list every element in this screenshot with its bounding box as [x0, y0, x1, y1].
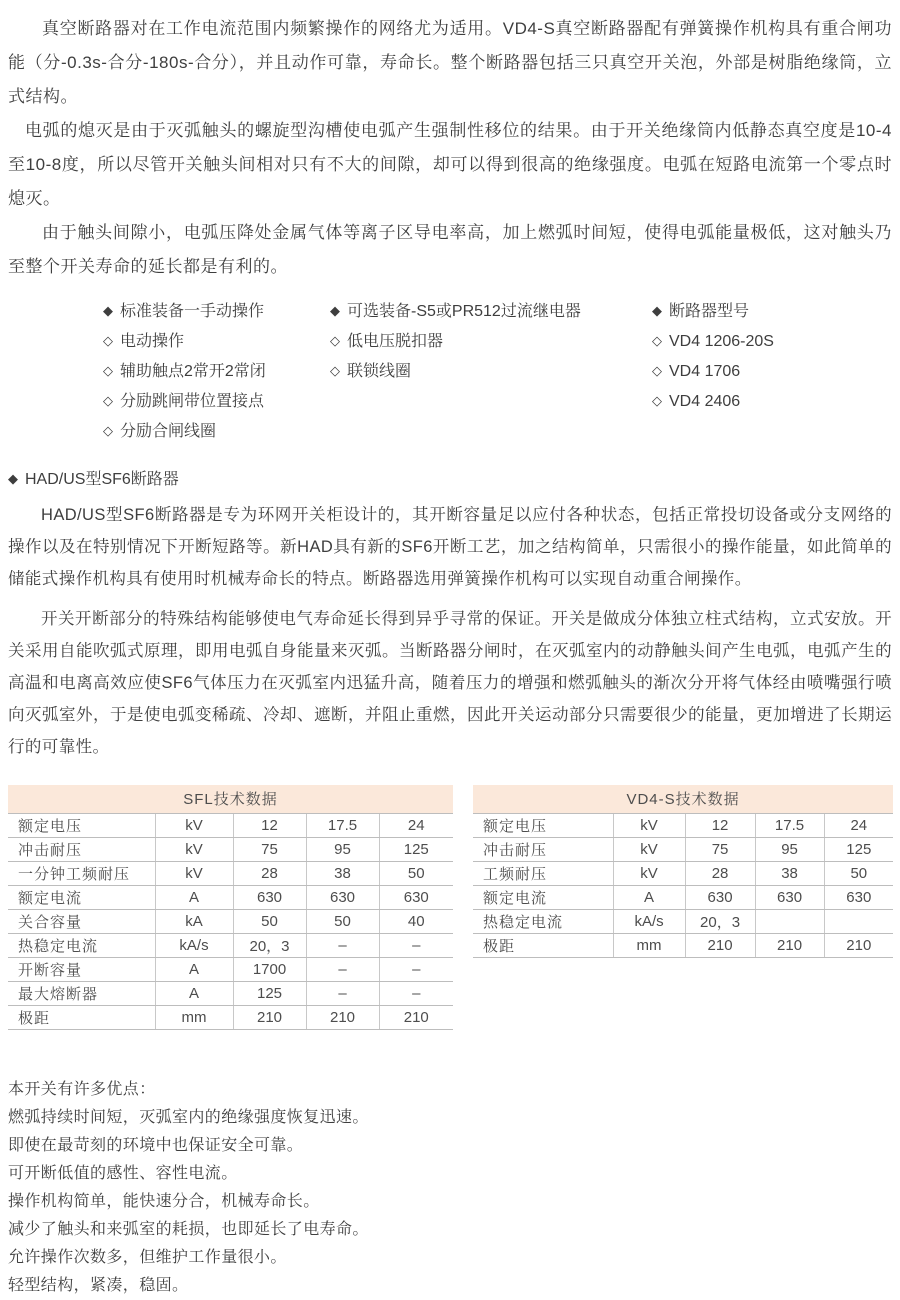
- spec-unit: kA: [155, 909, 233, 933]
- paragraph-arc-extinguish: 电弧的熄灭是由于灭弧触头的螺旋型沟槽使电弧产生强制性移位的结果。由于开关绝缘筒内低静态真空度是10-4至10-8度，所以尽管开关触头间相对只有不大的间隙，却可以得到很高的绝缘强度。电弧在短路电流第一个零点时熄灭。: [8, 121, 892, 208]
- spec-label: 额定电流: [8, 885, 155, 909]
- table-row: [8, 933, 453, 957]
- list-item: 燃弧持续时间短，灭弧室内的绝缘强度恢复迅速。: [8, 1108, 369, 1126]
- spec-value: 38: [306, 861, 379, 885]
- spec-value: [755, 909, 824, 933]
- list-item: 即使在最苛刻的环境中也保证安全可靠。: [8, 1136, 304, 1154]
- spec-value: 630: [755, 885, 824, 909]
- paragraph-sf6-design: HAD/US型SF6断路器是专为环网开关柜设计的，其开断容量足以应付各种状态，包括正常投切设备或分支网络的操作以及在特别情况下开断短路等。新HAD具有新的SF6开断工艺，加之结构简单，只需很小的操作能量，如此简单的储能式操作机构具有使用时机械寿命长的特点。断路器选用弹簧操作机构可以实现自动重合闸操作。: [8, 506, 892, 588]
- table-row: [473, 909, 893, 933]
- list-header: [330, 296, 581, 326]
- diamond-hollow-icon: ◇: [103, 333, 113, 348]
- spec-value: 630: [685, 885, 755, 909]
- spec-value: 12: [233, 813, 306, 837]
- spec-label: 热稳定电流: [473, 909, 613, 933]
- diamond-hollow-icon: ◇: [103, 423, 113, 438]
- spec-value: 210: [824, 933, 893, 957]
- spec-label: 开断容量: [8, 957, 155, 981]
- list-item-label: 辅助触点2常开2常闭: [120, 363, 266, 380]
- table-header-row: [473, 785, 893, 813]
- diamond-hollow-icon: ◇: [652, 363, 662, 378]
- table-row: [473, 885, 893, 909]
- equipment-lists: [8, 296, 892, 444]
- spec-value: [824, 909, 893, 933]
- spec-value: 210: [755, 933, 824, 957]
- spec-unit: mm: [613, 933, 685, 957]
- spec-label: 额定电流: [473, 885, 613, 909]
- list-header-label: 标准装备一手动操作: [120, 303, 265, 320]
- spec-value: 50: [824, 861, 893, 885]
- table-row: [473, 837, 893, 861]
- intro-section: [8, 12, 892, 284]
- table-row: [8, 1005, 453, 1029]
- spec-value: 75: [685, 837, 755, 861]
- spec-label: 冲击耐压: [8, 837, 155, 861]
- list-item-label: 低电压脱扣器: [347, 333, 444, 350]
- spec-value: 630: [379, 885, 453, 909]
- spec-value: 17.5: [306, 813, 379, 837]
- spec-value: 630: [233, 885, 306, 909]
- diamond-hollow-icon: ◇: [652, 393, 662, 408]
- table-row: [8, 861, 453, 885]
- diamond-hollow-icon: ◇: [330, 363, 340, 378]
- list-item: [103, 356, 266, 386]
- spec-unit: A: [155, 957, 233, 981]
- spec-value: –: [306, 981, 379, 1005]
- table-row: [473, 861, 893, 885]
- equipment-column-models: [652, 296, 774, 416]
- spec-label: 冲击耐压: [473, 837, 613, 861]
- spec-value: 17.5: [755, 813, 824, 837]
- spec-value: 95: [755, 837, 824, 861]
- list-header: [652, 296, 774, 326]
- spec-value: –: [379, 933, 453, 957]
- list-item: 操作机构简单，能快速分合，机械寿命长。: [8, 1192, 320, 1210]
- advantages-title: 本开关有许多优点：: [8, 1080, 156, 1098]
- spec-unit: kA/s: [155, 933, 233, 957]
- section-heading-label: HAD/US型SF6断路器: [25, 471, 179, 488]
- spec-value: –: [379, 957, 453, 981]
- list-item-label: 分励合闸线圈: [120, 423, 217, 440]
- spec-value: 50: [306, 909, 379, 933]
- diamond-hollow-icon: ◇: [103, 393, 113, 408]
- spec-unit: kV: [155, 813, 233, 837]
- spec-label: 热稳定电流: [8, 933, 155, 957]
- diamond-hollow-icon: ◇: [103, 363, 113, 378]
- table-row: [8, 813, 453, 837]
- spec-unit: kV: [613, 861, 685, 885]
- spec-unit: kA/s: [613, 909, 685, 933]
- diamond-filled-icon: ◆: [8, 471, 18, 486]
- spec-value: 210: [379, 1005, 453, 1029]
- table-row: [473, 813, 893, 837]
- list-item-label: 电动操作: [120, 333, 185, 350]
- spec-value: –: [306, 933, 379, 957]
- spec-unit: mm: [155, 1005, 233, 1029]
- spec-label: 一分钟工频耐压: [8, 861, 155, 885]
- spec-value: 630: [306, 885, 379, 909]
- spec-value: 20，3: [233, 933, 306, 957]
- advantages-section: [8, 1076, 892, 1300]
- spec-unit: A: [155, 885, 233, 909]
- sf6-section: [8, 499, 892, 763]
- spec-label: 最大熔断器: [8, 981, 155, 1005]
- spec-unit: A: [155, 981, 233, 1005]
- table-row: [473, 933, 893, 957]
- list-item-label: VD4 1206-20S: [669, 333, 774, 350]
- list-header-label: 断路器型号: [669, 303, 750, 320]
- equipment-column-optional: [330, 296, 581, 386]
- spec-value: 125: [233, 981, 306, 1005]
- list-item: 轻型结构，紧凑，稳固。: [8, 1276, 189, 1294]
- list-item: [330, 356, 581, 386]
- diamond-filled-icon: ◆: [330, 303, 340, 318]
- list-item: [330, 326, 581, 356]
- list-item-label: 分励跳闸带位置接点: [120, 393, 265, 410]
- paragraph-contact-gap: 由于触头间隙小，电弧压降处金属气体等离子区导电率高，加上燃弧时间短，使得电弧能量极低，这对触头乃至整个开关寿命的延长都是有利的。: [8, 223, 892, 276]
- list-item: 允许操作次数多，但维护工作量很小。: [8, 1248, 287, 1266]
- spec-value: 210: [306, 1005, 379, 1029]
- spec-value: 24: [824, 813, 893, 837]
- list-item-label: VD4 2406: [669, 393, 741, 410]
- spec-value: 24: [379, 813, 453, 837]
- spec-unit: A: [613, 885, 685, 909]
- spec-value: 210: [685, 933, 755, 957]
- diamond-hollow-icon: ◇: [652, 333, 662, 348]
- spec-value: 12: [685, 813, 755, 837]
- spec-value: 28: [233, 861, 306, 885]
- spec-value: 38: [755, 861, 824, 885]
- table-title: VD4-S技术数据: [473, 785, 893, 813]
- paragraph-sf6-structure: 开关开断部分的特殊结构能够使电气寿命延长得到异乎寻常的保证。开关是做成分体独立柱式结构，立式安放。开关采用自能吹弧式原理，即用电弧自身能量来灭弧。当断路器分闸时，在灭弧室内的动静触头间产生电弧，电弧产生的高温和电离高效应使SF6气体压力在灭弧室内迅猛升高，随着压力的增强和燃弧触头的渐次分开将气体经由喷嘴强行喷向灭弧室外，于是使电弧变稀疏、冷却、遮断，并阻止重燃，因此开关运动部分只需要很少的能量，更加增进了长期运行的可靠性。: [8, 610, 892, 756]
- table-title: SFL技术数据: [8, 785, 453, 813]
- table-row: [8, 837, 453, 861]
- paragraph-vacuum-breaker: 真空断路器对在工作电流范围内频繁操作的网络尤为适用。VD4-S真空断路器配有弹簧操作机构具有重合闸功能（分-0.3s-合分-180s-合分），并且动作可靠，寿命长。整个断路器包括三只真空开关泡，外部是树脂绝缘筒，立式结构。: [8, 19, 892, 106]
- spec-value: 125: [824, 837, 893, 861]
- spec-label: 额定电压: [8, 813, 155, 837]
- spec-value: 95: [306, 837, 379, 861]
- diamond-filled-icon: ◆: [652, 303, 662, 318]
- spec-unit: kV: [613, 837, 685, 861]
- equipment-column-standard: [103, 296, 266, 446]
- vd4s-spec-table: [473, 785, 893, 958]
- table-row: [8, 981, 453, 1005]
- spec-value: 20，3: [685, 909, 755, 933]
- diamond-filled-icon: ◆: [103, 303, 113, 318]
- spec-value: 50: [379, 861, 453, 885]
- list-item: 可开断低值的感性、容性电流。: [8, 1164, 238, 1182]
- spec-value: –: [306, 957, 379, 981]
- spec-value: 28: [685, 861, 755, 885]
- list-item: 减少了触头和来弧室的耗损，也即延长了电寿命。: [8, 1220, 369, 1238]
- list-item-label: VD4 1706: [669, 363, 741, 380]
- table-header-row: [8, 785, 453, 813]
- spec-label: 关合容量: [8, 909, 155, 933]
- spec-label: 工频耐压: [473, 861, 613, 885]
- sfl-spec-table: [8, 785, 453, 1030]
- table-row: [8, 957, 453, 981]
- spec-value: 210: [233, 1005, 306, 1029]
- spec-value: 75: [233, 837, 306, 861]
- spec-value: 50: [233, 909, 306, 933]
- list-item: [103, 326, 266, 356]
- spec-label: 极距: [473, 933, 613, 957]
- list-item-label: 联锁线圈: [347, 363, 412, 380]
- list-item: [103, 416, 266, 446]
- list-item: [652, 356, 774, 386]
- diamond-hollow-icon: ◇: [330, 333, 340, 348]
- list-header-label: 可选装备-S5或PR512过流继电器: [347, 303, 581, 320]
- spec-unit: kV: [155, 837, 233, 861]
- spec-label: 额定电压: [473, 813, 613, 837]
- spec-unit: kV: [613, 813, 685, 837]
- spec-label: 极距: [8, 1005, 155, 1029]
- table-row: [8, 909, 453, 933]
- spec-tables: [8, 785, 892, 1030]
- spec-unit: kV: [155, 861, 233, 885]
- list-item: [652, 326, 774, 356]
- spec-value: 1700: [233, 957, 306, 981]
- list-item: [652, 386, 774, 416]
- section-heading-sf6: [8, 468, 892, 491]
- table-row: [8, 885, 453, 909]
- spec-value: –: [379, 981, 453, 1005]
- spec-value: 630: [824, 885, 893, 909]
- list-item: [103, 386, 266, 416]
- list-header: [103, 296, 266, 326]
- spec-value: 40: [379, 909, 453, 933]
- spec-value: 125: [379, 837, 453, 861]
